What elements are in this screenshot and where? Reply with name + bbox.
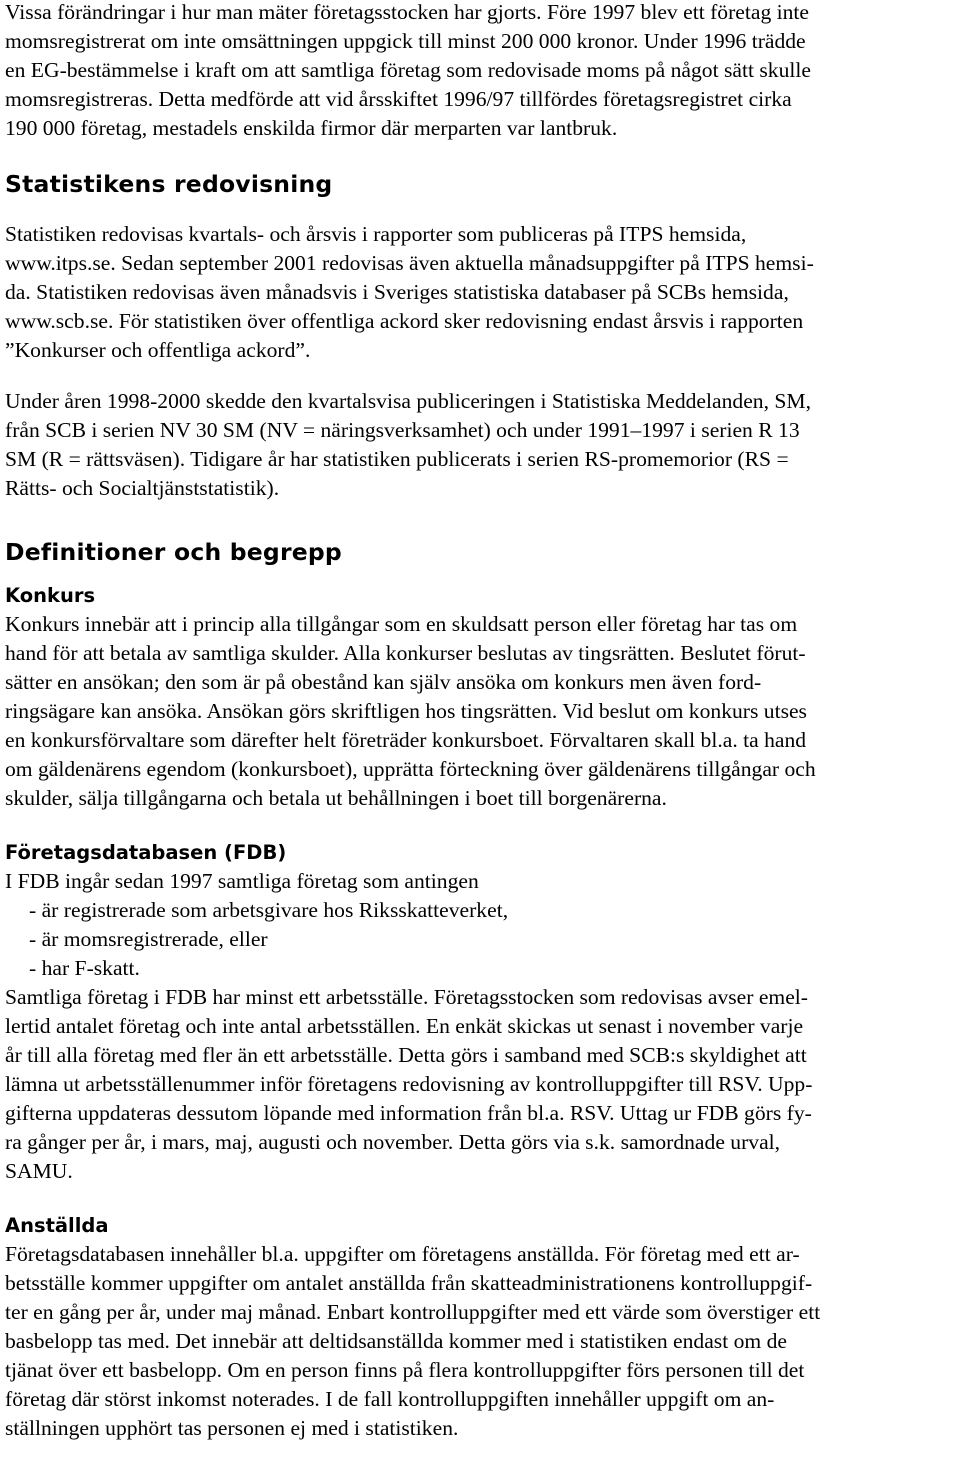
- document-page: [5, 0, 953, 1443]
- heading-anstallda: Anställda: [5, 1214, 109, 1237]
- heading-statistikens-redovisning: Statistikens redovisning: [5, 170, 333, 198]
- list-item: - är momsregistrerade, eller: [29, 927, 268, 951]
- anstallda-paragraph: Företagsdatabasen innehåller bl.a. uppgifter om företagens anställda. För företag med ett ar- betsställe kommer uppgifter om antalet anställda från skatteadministrationens kontrolluppgif- ter en gång per år, under maj månad. Enbart kontrolluppgifter med ett värde som överstiger ett basbelopp tas med. Det innebär att deltidsanställda kommer med i statistiken endast om de tjänat över ett basbelopp. Om en person finns på flera kontrolluppgifter förs personen till det företag där störst inkomst noterades. I de fall kontrolluppgiften innehåller uppgift om an- ställningen upphört tas personen ej med i statistiken.: [5, 1242, 821, 1440]
- heading-konkurs: Konkurs: [5, 584, 96, 607]
- fdb-paragraph: I FDB ingår sedan 1997 samtliga företag som antingen - är registrerade som arbetsgivare hos Riksskatteverket, - är momsregistrerade, eller - har F-skatt. Samtliga företag i FDB har minst ett arbetsställe. Företagsstocken som redovisas avser emel- lertid antalet företag och inte antal arbetsställen. En enkät skickas ut senast i november varje år till alla företag med fler än ett arbetsställe. Detta görs i samband med SCB:s skyldighet att lämna ut arbetsställenummer inför företagens redovisning av kontrolluppgifter till RSV. Upp- gifterna uppdateras dessutom löpande med information från bl.a. RSV. Uttag ur FDB görs fy- ra gånger per år, i mars, maj, augusti och november. Detta görs via s.k. samordnade urval, SAMU.: [5, 867, 953, 1186]
- intro-paragraph: Vissa förändringar i hur man mäter företagsstocken har gjorts. Före 1997 blev ett företag inte momsregistrerat om inte omsättningen uppgick till minst 200 000 kronor. Under 1996 trädde en EG-bestämmelse i kraft om att samtliga företag som redovisade moms på något sätt skulle momsregistreras. Detta medförde att vid årsskiftet 1996/97 tillfördes företagsregistret cirka 190 000 företag, mestadels enskilda firmor där merparten var lantbruk.: [5, 0, 811, 140]
- list-item: - är registrerade som arbetsgivare hos Riksskatteverket,: [29, 898, 509, 922]
- heading-definitioner-och-begrepp: Definitioner och begrepp: [5, 538, 342, 566]
- redovisning-paragraph-1: Statistiken redovisas kvartals- och årsvis i rapporter som publiceras på ITPS hemsida, www.itps.se. Sedan september 2001 redovisas även aktuella månadsuppgifter på ITPS hemsi- da. Statistiken redovisas även månadsvis i Sveriges statistiska databaser på SCBs hemsida, www.scb.se. För statistiken över offentliga ackord sker redovisning endast årsvis i rapporten ”Konkurser och offentliga ackord”.: [5, 222, 814, 362]
- heading-foretagsdatabasen: Företagsdatabasen (FDB): [5, 841, 287, 864]
- konkurs-paragraph: Konkurs innebär att i princip alla tillgångar som en skuldsatt person eller företag har tas om hand för att betala av samtliga skulder. Alla konkurser beslutas av tingsrätten. Beslutet förut- sätter en ansökan; den som är på obestånd kan själv ansöka om konkurs men även ford- ringsägare kan ansöka. Ansökan görs skriftligen hos tingsrätten. Vid beslut om konkurs utses en konkursförvaltare som därefter helt företräder konkursboet. Förvaltaren skall bl.a. ta hand om gäldenärens egendom (konkursboet), upprätta förteckning över gäldenärens tillgångar och skulder, sälja tillgångarna och betala ut behållningen i boet till borgenärerna.: [5, 612, 816, 810]
- redovisning-paragraph-2: Under åren 1998-2000 skedde den kvartalsvisa publiceringen i Statistiska Meddelanden, SM, från SCB i serien NV 30 SM (NV = näringsverksamhet) och under 1991–1997 i serien R 13 SM (R = rättsväsen). Tidigare år har statistiken publicerats i serien RS-promemorior (RS = Rätts- och Socialtjänststatistik).: [5, 389, 811, 500]
- list-item: - har F-skatt.: [29, 956, 140, 980]
